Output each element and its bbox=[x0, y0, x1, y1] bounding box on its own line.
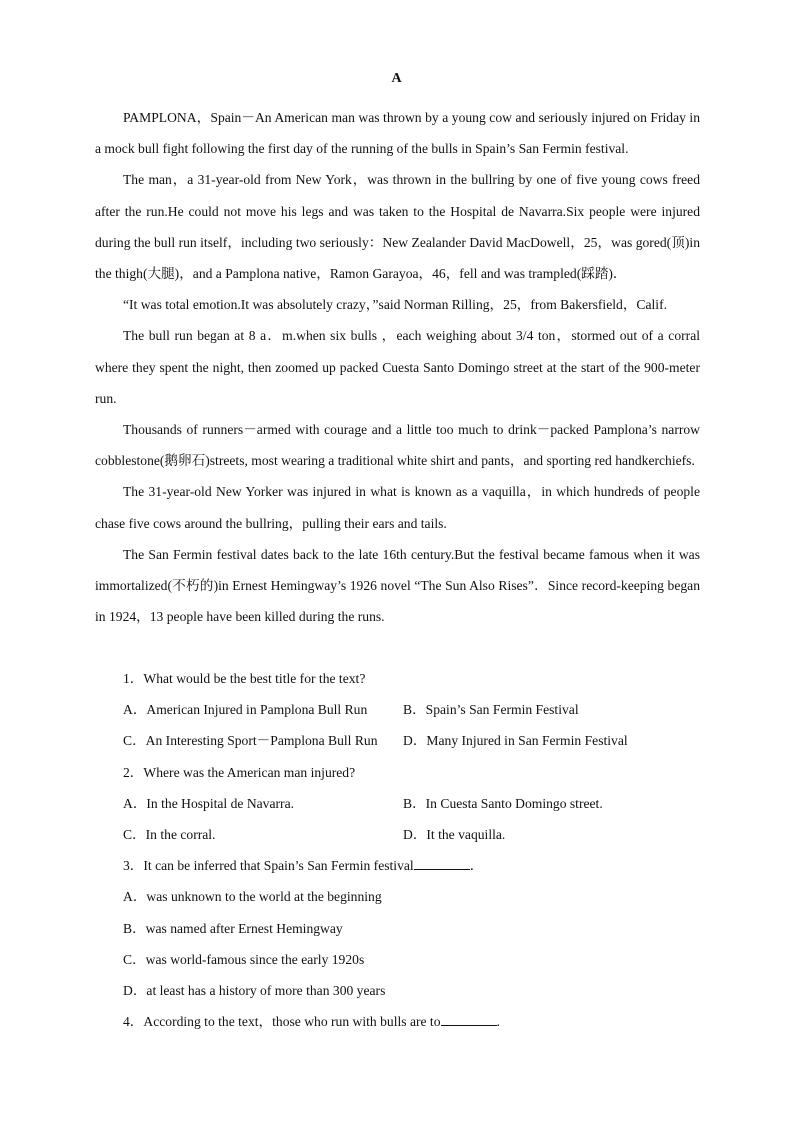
paragraph: The San Fermin festival dates back to the late 16th century.But the festival became famous when it was immortalized(不朽的)in Ernest Hemingway’s 1926 novel “The Sun Also Rises”．Since record-keeping began in 1924，13 people have been killed during the runs. bbox=[95, 546, 700, 625]
paragraph: “It was total emotion.It was absolutely crazy，”said Norman Rilling，25，from Bakersfield，Calif. bbox=[123, 297, 667, 313]
question-2-option-c: C．In the corral. bbox=[123, 827, 216, 843]
passage-body bbox=[95, 102, 700, 632]
question-2-option-d: D．It the vaquilla. bbox=[403, 827, 506, 843]
paragraph: Thousands of runners－armed with courage and a little too much to drink－packed Pamplona’s narrow cobblestone(鹅卵石)streets, most wearing a traditional white shirt and pants，and sporting red handkerchiefs. bbox=[95, 422, 700, 469]
question-3-stem-text: 3．It can be inferred that Spain’s San Fermin festival bbox=[123, 858, 414, 874]
passage-heading: A bbox=[391, 71, 402, 86]
question-2-options-row-1 bbox=[95, 788, 700, 819]
question-2-option-a: A．In the Hospital de Navarra. bbox=[123, 795, 294, 811]
paragraph: The 31-year-old New Yorker was injured in what is known as a vaquilla，in which hundreds of people chase five cows around the bullring，pulling their ears and tails. bbox=[95, 484, 700, 531]
question-1-options-row-2 bbox=[95, 725, 700, 756]
question-1-option-b: B．Spain’s San Fermin Festival bbox=[403, 702, 579, 718]
paragraph: The bull run began at 8 a．m.when six bulls ，each weighing about 3/4 ton，stormed out of a corral where they spent the night, then zoomed up packed Cuesta Santo Domingo street at the start of the 900-meter run. bbox=[95, 328, 700, 406]
question-3-stem-end: ． bbox=[469, 858, 484, 874]
question-2-stem: 2．Where was the American man injured? bbox=[123, 764, 356, 780]
question-3-option-d: D．at least has a history of more than 300 years bbox=[123, 983, 386, 999]
question-4-stem-text: 4．According to the text，those who run with bulls are to bbox=[123, 1014, 441, 1030]
answer-blank bbox=[441, 1013, 497, 1026]
answer-blank bbox=[414, 857, 470, 870]
paragraph: The man，a 31-year-old from New York，was thrown in the bullring by one of five young cows freed after the run.He could not move his legs and was taken to the Hospital de Navarra.Six people were injured during the bull run itself，including two seriously：New Zealander David MacDowell，25，was gored(顶)in the thigh(大腿)，and a Pamplona native，Ramon Garayoa，46，fell and was trampled(踩踏)． bbox=[95, 172, 700, 282]
question-1-options-row-1 bbox=[95, 694, 700, 725]
question-2-option-b: B．In Cuesta Santo Domingo street. bbox=[403, 795, 603, 811]
question-3-option-c: C．was world-famous since the early 1920s bbox=[123, 951, 365, 967]
question-2-options-row-2 bbox=[95, 819, 700, 850]
question-1-stem: 1．What would be the best title for the text? bbox=[123, 671, 366, 686]
question-3-option-b: B．was named after Ernest Hemingway bbox=[123, 920, 343, 936]
paragraph: PAMPLONA，Spain－An American man was thrown by a young cow and seriously injured on Friday in a mock bull fight following the first day of the running of the bulls in Spain’s San Fermin festival. bbox=[95, 110, 700, 157]
question-1-option-c: C．An Interesting Sport－Pamplona Bull Run bbox=[123, 733, 378, 749]
question-3-option-a: A．was unknown to the world at the beginning bbox=[123, 889, 382, 905]
question-4-stem-end: . bbox=[496, 1014, 500, 1030]
question-3-stem bbox=[95, 850, 700, 881]
question-1-option-a: A．American Injured in Pamplona Bull Run bbox=[123, 702, 368, 718]
question-4-stem bbox=[95, 1006, 700, 1037]
question-1-option-d: D．Many Injured in San Fermin Festival bbox=[403, 733, 628, 749]
question-section bbox=[95, 663, 700, 1037]
